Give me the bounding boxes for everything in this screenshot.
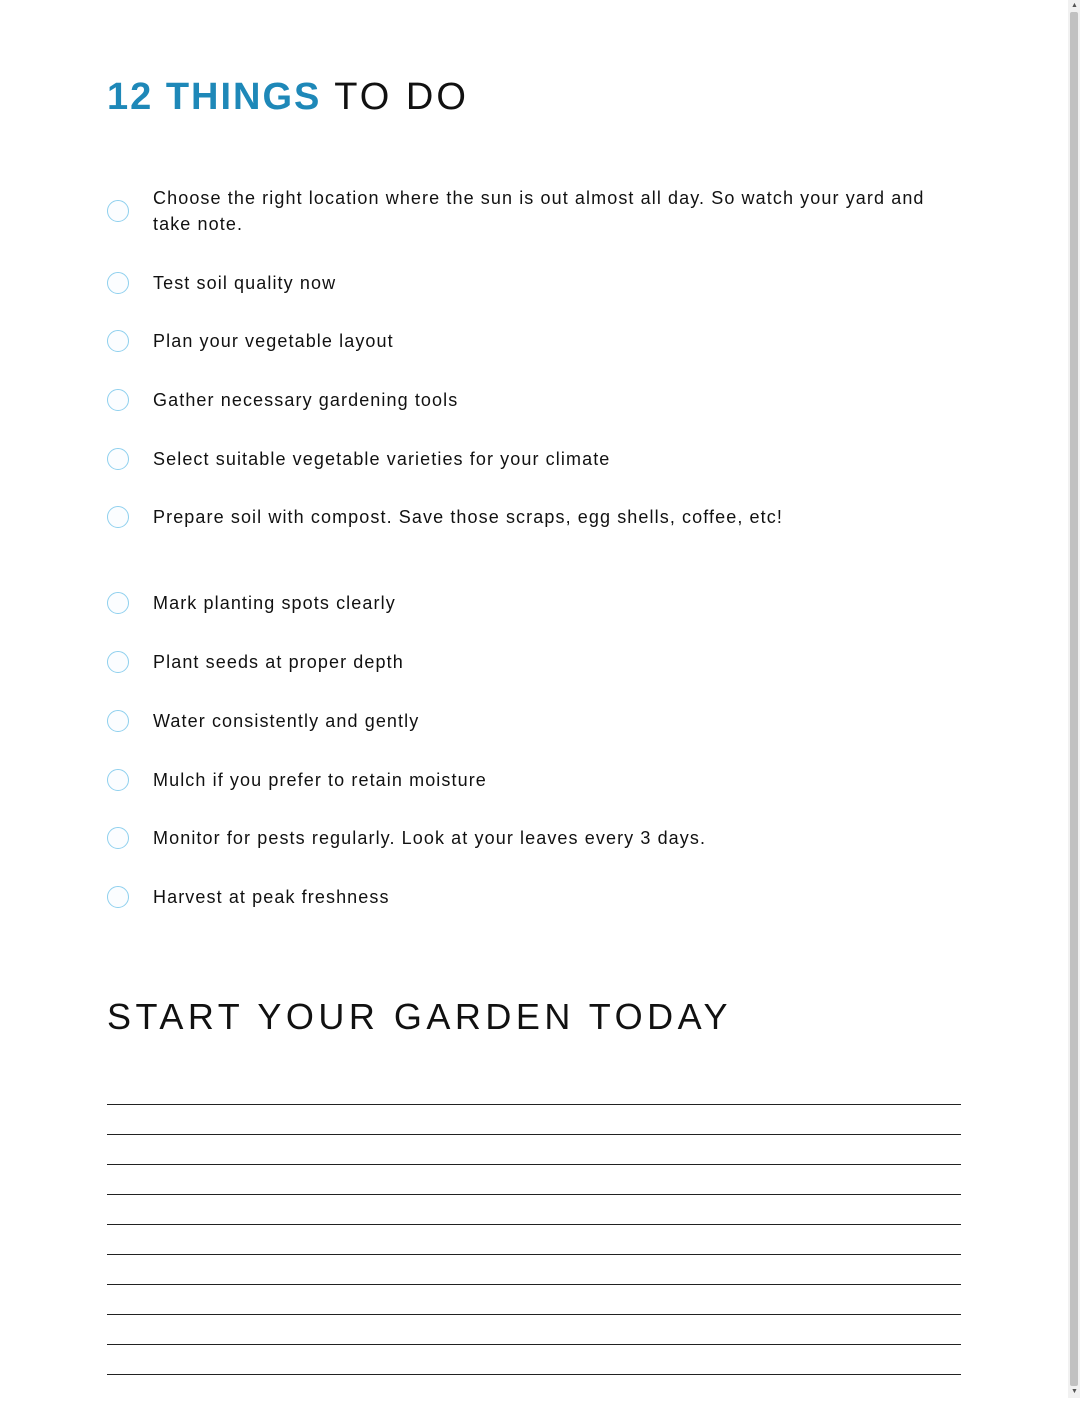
- todo-item[interactable]: [107, 708, 961, 734]
- arrow-down-icon[interactable]: ▼: [1071, 1388, 1078, 1395]
- todo-item[interactable]: [107, 446, 961, 472]
- writing-line: [107, 1194, 961, 1224]
- writing-line: [107, 1134, 961, 1164]
- todo-item-text: Monitor for pests regularly. Look at your leaves every 3 days.: [153, 828, 707, 849]
- todo-list: [107, 185, 961, 943]
- writing-line: [107, 1344, 961, 1374]
- todo-item-text: Mark planting spots clearly: [153, 593, 396, 614]
- todo-item[interactable]: [107, 825, 961, 851]
- circle-checkbox-icon[interactable]: [107, 592, 129, 614]
- title-rest: TO DO: [334, 76, 469, 118]
- writing-line: [107, 1254, 961, 1284]
- todo-item-text: Harvest at peak freshness: [153, 886, 390, 907]
- todo-item[interactable]: [107, 328, 961, 354]
- arrow-up-icon[interactable]: ▲: [1071, 2, 1078, 9]
- todo-item-text: Plan your vegetable layout: [153, 331, 394, 352]
- todo-item-text: Select suitable vegetable varieties for your climate: [153, 448, 611, 469]
- circle-checkbox-icon[interactable]: [107, 448, 129, 470]
- page-title: [107, 76, 469, 119]
- circle-checkbox-icon[interactable]: [107, 200, 129, 222]
- circle-checkbox-icon[interactable]: [107, 886, 129, 908]
- todo-item-text: Water consistently and gently: [153, 710, 420, 731]
- todo-item[interactable]: [107, 270, 961, 296]
- todo-item[interactable]: [107, 504, 961, 530]
- todo-item-text: Test soil quality now: [153, 272, 337, 293]
- circle-checkbox-icon[interactable]: [107, 389, 129, 411]
- circle-checkbox-icon[interactable]: [107, 827, 129, 849]
- todo-item-text: Mulch if you prefer to retain moisture: [153, 769, 487, 790]
- scrollbar[interactable]: [1068, 0, 1080, 1398]
- todo-item-text: Plant seeds at proper depth: [153, 652, 404, 673]
- todo-item-text: Gather necessary gardening tools: [153, 390, 459, 411]
- writing-lines: [107, 1104, 961, 1404]
- todo-item[interactable]: [107, 767, 961, 793]
- circle-checkbox-icon[interactable]: [107, 506, 129, 528]
- todo-item[interactable]: [107, 884, 961, 910]
- todo-item-text: Choose the right location where the sun is out almost all day. So watch your yard and take note.: [153, 188, 925, 234]
- todo-item[interactable]: [107, 185, 961, 237]
- circle-checkbox-icon[interactable]: [107, 330, 129, 352]
- writing-line: [107, 1164, 961, 1194]
- section-heading: START YOUR GARDEN TODAY: [107, 996, 732, 1037]
- todo-item[interactable]: [107, 590, 961, 616]
- circle-checkbox-icon[interactable]: [107, 651, 129, 673]
- circle-checkbox-icon[interactable]: [107, 710, 129, 732]
- todo-item[interactable]: [107, 387, 961, 413]
- writing-line: [107, 1284, 961, 1314]
- todo-item[interactable]: [107, 649, 961, 675]
- writing-line: [107, 1224, 961, 1254]
- title-accent: 12 THINGS: [107, 76, 322, 118]
- scrollbar-thumb[interactable]: [1070, 12, 1078, 1386]
- writing-line: [107, 1374, 961, 1404]
- todo-item-text: Prepare soil with compost. Save those scraps, egg shells, coffee, etc!: [153, 507, 783, 528]
- circle-checkbox-icon[interactable]: [107, 769, 129, 791]
- circle-checkbox-icon[interactable]: [107, 272, 129, 294]
- writing-line: [107, 1314, 961, 1344]
- writing-line: [107, 1104, 961, 1134]
